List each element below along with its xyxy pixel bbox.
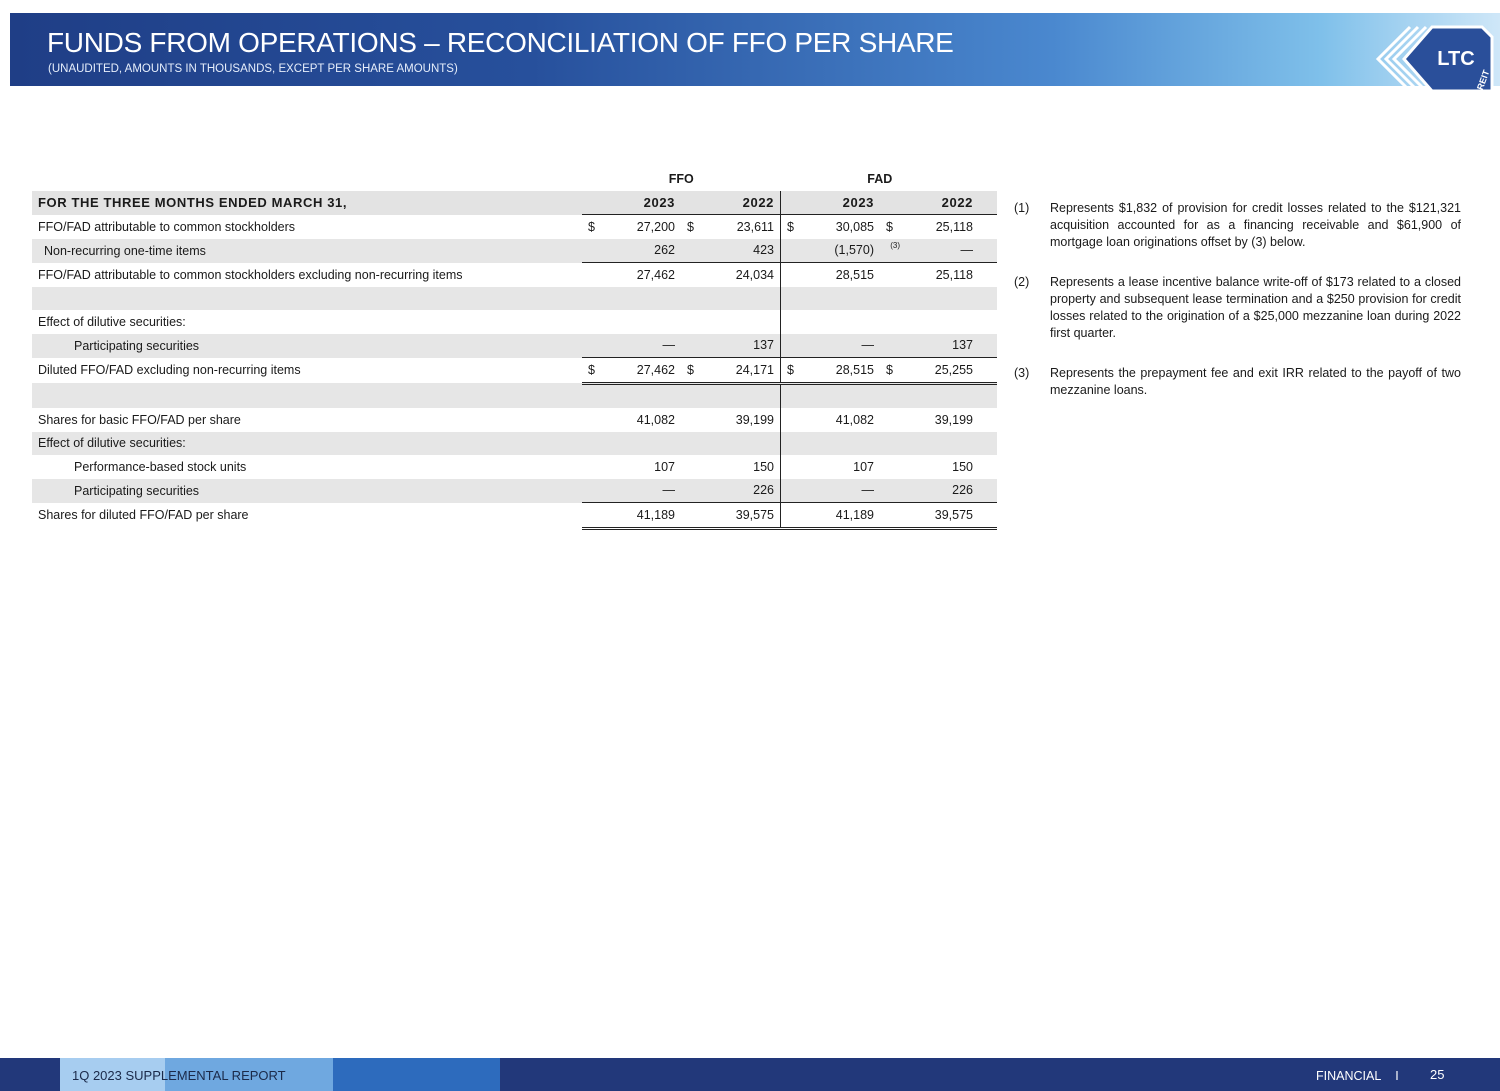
page-title: FUNDS FROM OPERATIONS – RECONCILIATION OF FFO PER SHARE <box>47 27 954 58</box>
page-number: 25 <box>1430 1067 1445 1082</box>
table-row: Diluted FFO/FAD excluding non-recurring items $ 27,462 $ 24,171 $ 28,515 $ 25,255 <box>32 358 997 384</box>
footnote: (1) Represents $1,832 of provision for credit losses related to the $121,321 acquisition accounted for as a financing receivable and $61,900 of mortgage loan originations offset by (3) below. <box>1014 201 1461 249</box>
group-header-row <box>32 167 997 191</box>
table-row: Non-recurring one-time items 262 423 (1,570) (3) — <box>32 239 997 263</box>
svg-text:LTC: LTC <box>1437 48 1475 70</box>
table-row: FFO/FAD attributable to common stockholders $ 27,200 $ 23,611 $ 30,085 $ 25,118 <box>32 215 997 239</box>
col-ffo-2022: 2022 <box>681 191 781 215</box>
spacer-row <box>32 287 997 311</box>
spacer-row <box>32 383 997 408</box>
svg-text:REIT: REIT <box>1474 68 1492 92</box>
ltc-reit-logo <box>1370 19 1500 97</box>
table-row: Effect of dilutive securities: <box>32 432 997 456</box>
footnote: (2) Represents a lease incentive balance write-off of $173 related to a closed property and subsequent lease termination and a $250 provision for credit losses related to the origination of a $25,000 mezzanine loan during 2022 first quarter. <box>1014 275 1461 340</box>
page-subtitle: (UNAUDITED, AMOUNTS IN THOUSANDS, EXCEPT PER SHARE AMOUNTS) <box>48 63 458 75</box>
report-name: 1Q 2023 SUPPLEMENTAL REPORT <box>72 1068 286 1083</box>
header-banner <box>10 13 1500 92</box>
footer-bar <box>0 1058 1500 1091</box>
table-row: Participating securities — 226 — 226 <box>32 479 997 503</box>
col-fad-2022: 2022 <box>880 191 979 215</box>
col-ffo-2023: 2023 <box>582 191 681 215</box>
col-fad-2023: 2023 <box>781 191 881 215</box>
table-row: Effect of dilutive securities: <box>32 310 997 334</box>
group-label-ffo: FFO <box>668 171 694 186</box>
footnote: (3) Represents the prepayment fee and exit IRR related to the payoff of two mezzanine loans. <box>1014 366 1461 397</box>
table-row: Shares for diluted FFO/FAD per share 41,189 39,575 41,189 39,575 <box>32 503 997 529</box>
group-label-fad: FAD <box>867 171 893 186</box>
header-label: FOR THE THREE MONTHS ENDED MARCH 31, <box>32 191 582 215</box>
table-row: Shares for basic FFO/FAD per share 41,082 39,199 41,082 39,199 <box>32 408 997 432</box>
section-label: FINANCIAL I <box>1316 1069 1399 1083</box>
table-row: Performance-based stock units 107 150 107 150 <box>32 455 997 479</box>
table-row: Participating securities — 137 — 137 <box>32 334 997 358</box>
table-row: FFO/FAD attributable to common stockholders excluding non-recurring items 27,462 24,034 28,515 25,118 <box>32 263 997 287</box>
ffo-reconciliation-table <box>32 167 997 530</box>
footnote-ref: (3) <box>890 240 900 250</box>
column-header-row <box>32 191 997 215</box>
footnotes <box>1014 200 1461 422</box>
